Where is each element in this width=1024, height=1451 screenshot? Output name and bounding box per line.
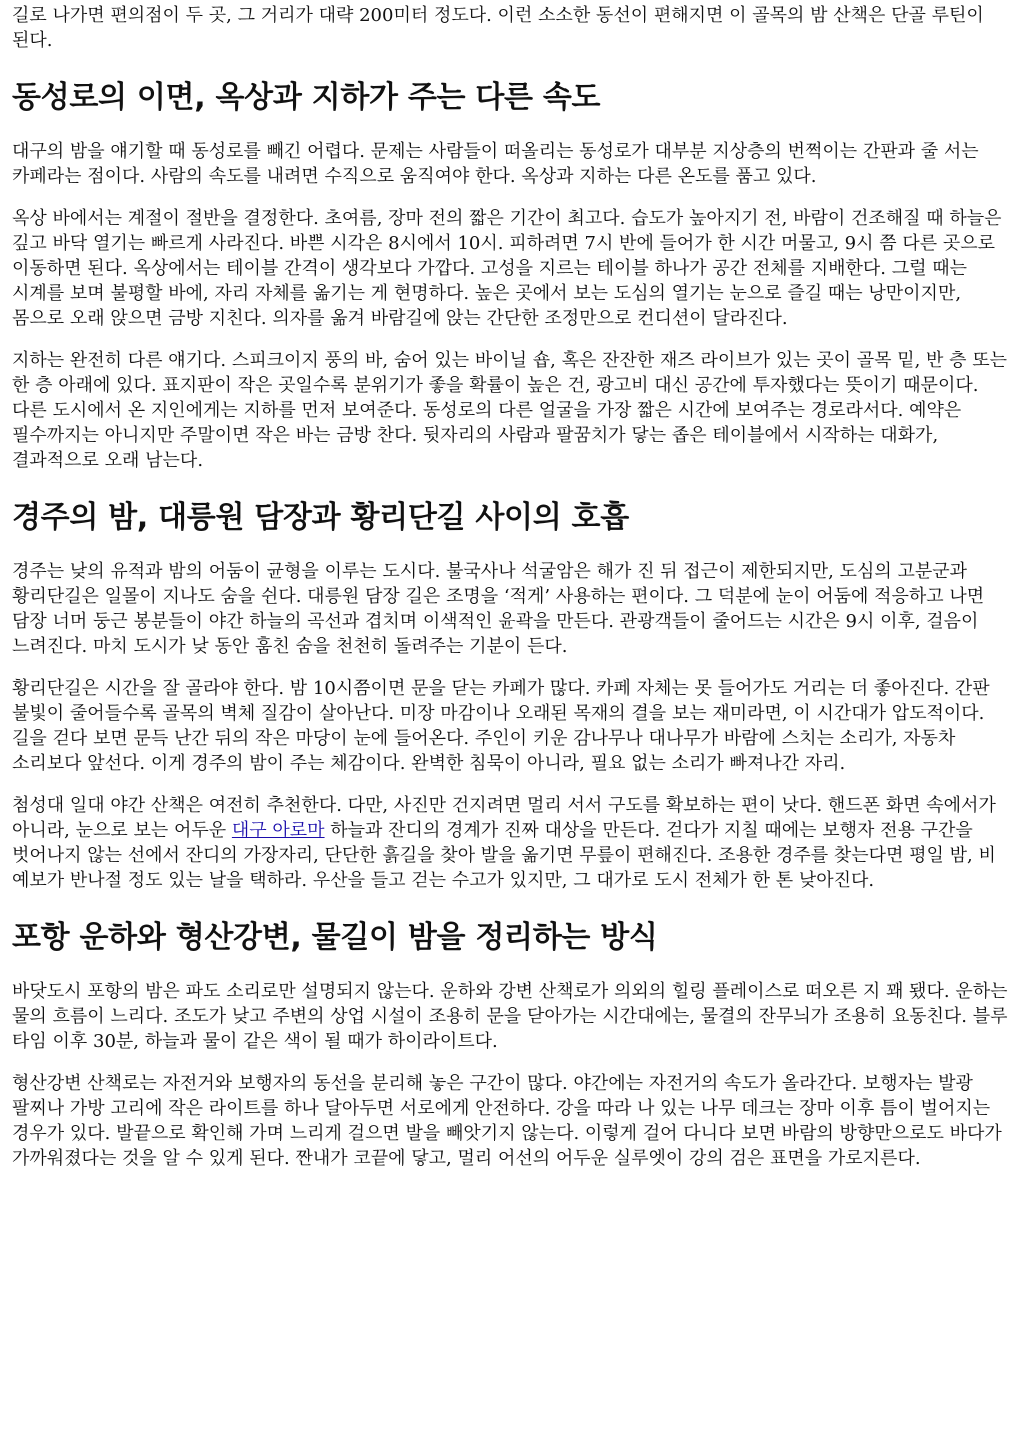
section-heading-dongseongro: 동성로의 이면, 옥상과 지하가 주는 다른 속도	[12, 80, 601, 115]
daegu-aroma-link[interactable]: 대구 아로마	[231, 820, 325, 841]
article-body	[0, 3, 1024, 1171]
paragraph-dongseongro-3: 지하는 완전히 다른 얘기다. 스피크이지 풍의 바, 숨어 있는 바이닐 숍, 혹은 잔잔한 재즈 라이브가 있는 곳이 골목 밑, 반 층 또는 한 층 아래에 있다. 표지판이 작은 곳일수록 분위기가 좋을 확률이 높은 건, 광고비 대신 공간에 투자했다는 뜻이기 때문이다. 다른 도시에서 온 지인에게는 지하를 먼저 보여준다. 동성로의 다른 얼굴을 가장 짧은 시간에 보여주는 경로라서다. 예약은 필수까지는 아니지만 주말이면 작은 바는 금방 찬다. 뒷자리의 사람과 팔꿈치가 닿는 좁은 테이블에서 시작하는 대화가, 결과적으로 오래 남는다.	[12, 350, 1008, 471]
paragraph-gyeongju-3	[12, 793, 1012, 893]
paragraph-gyeongju-3-text-before: 첨성대 일대 야간 산책은 여전히 추천한다. 다만, 사진만 건지려면 멀리 서서 구도를 확보하는 편이 낫다. 핸드폰 화면 속에서가 아니라, 눈으로 보는 어두운	[12, 795, 996, 841]
paragraph-pohang-2: 형산강변 산책로는 자전거와 보행자의 동선을 분리해 놓은 구간이 많다. 야간에는 자전거의 속도가 올라간다. 보행자는 발광 팔찌나 가방 고리에 작은 라이트를 하나 달아두면 서로에게 안전하다. 강을 따라 나 있는 나무 데크는 장마 이후 틈이 벌어지는 경우가 있다. 발끝으로 확인해 가며 느리게 걸으면 발을 빼앗기지 않는다. 이렇게 걸어 다니다 보면 바람의 방향만으로도 바다가 가까워졌다는 것을 알 수 있게 된다. 짠내가 코끝에 닿고, 멀리 어선의 어두운 실루엣이 강의 검은 표면을 가로지른다.	[12, 1073, 1002, 1169]
paragraph-gyeongju-2: 황리단길은 시간을 잘 골라야 한다. 밤 10시쯤이면 문을 닫는 카페가 많다. 카페 자체는 못 들어가도 거리는 더 좋아진다. 간판 불빛이 줄어들수록 골목의 벽체 질감이 살아난다. 미장 마감이나 오래된 목재의 결을 보는 재미라면, 이 시간대가 압도적이다. 길을 걷다 보면 문득 난간 뒤의 작은 마당이 눈에 들어온다. 주인이 키운 감나무나 대나무가 바람에 스치는 소리가, 자동차 소리보다 앞선다. 이게 경주의 밤이 주는 체감이다. 완벽한 침묵이 아니라, 필요 없는 소리가 빠져나간 자리.	[12, 678, 990, 774]
paragraph-gyeongju-1: 경주는 낮의 유적과 밤의 어둠이 균형을 이루는 도시다. 불국사나 석굴암은 해가 진 뒤 접근이 제한되지만, 도심의 고분군과 황리단길은 일몰이 지나도 숨을 쉰다. 대릉원 담장 길은 조명을 ‘적게’ 사용하는 편이다. 그 덕분에 눈이 어둠에 적응하고 나면 담장 너머 둥근 봉분들이 야간 하늘의 곡선과 겹치며 이색적인 윤곽을 만든다. 관광객들이 줄어드는 시간은 9시 이후, 걸음이 느려진다. 마치 도시가 낮 동안 훔친 숨을 천천히 돌려주는 기분이 든다.	[12, 561, 985, 657]
section-heading-pohang: 포항 운하와 형산강변, 물길이 밤을 정리하는 방식	[12, 920, 658, 955]
intro-paragraph: 길로 나가면 편의점이 두 곳, 그 거리가 대략 200미터 정도다. 이런 소소한 동선이 편해지면 이 골목의 밤 산책은 단골 루틴이 된다.	[12, 5, 984, 51]
paragraph-dongseongro-1: 대구의 밤을 얘기할 때 동성로를 빼긴 어렵다. 문제는 사람들이 떠올리는 동성로가 대부분 지상층의 번쩍이는 간판과 줄 서는 카페라는 점이다. 사람의 속도를 내려면 수직으로 움직여야 한다. 옥상과 지하는 다른 온도를 품고 있다.	[12, 141, 979, 187]
paragraph-gyeongju-3-text-after: 하늘과 잔디의 경계가 진짜 대상을 만든다. 걷다가 지칠 때에는 보행자 전용 구간을 벗어나지 않는 선에서 잔디의 가장자리, 단단한 흙길을 찾아 발을 옮기면 무릎이 편해진다. 조용한 경주를 찾는다면 평일 밤, 비 예보가 반나절 정도 있는 날을 택하라. 우산을 들고 걷는 수고가 있지만, 그 대가로 도시 전체가 한 톤 낮아진다.	[12, 820, 996, 891]
paragraph-dongseongro-2: 옥상 바에서는 계절이 절반을 결정한다. 초여름, 장마 전의 짧은 기간이 최고다. 습도가 높아지기 전, 바람이 건조해질 때 하늘은 깊고 바닥 열기는 빠르게 사라진다. 바쁜 시각은 8시에서 10시. 피하려면 7시 반에 들어가 한 시간 머물고, 9시 쯤 다른 곳으로 이동하면 된다. 옥상에서는 테이블 간격이 생각보다 가깝다. 고성을 지르는 테이블 하나가 공간 전체를 지배한다. 그럴 때는 시계를 보며 불평할 바에, 자리 자체를 옮기는 게 현명하다. 높은 곳에서 보는 도심의 열기는 눈으로 즐길 때는 낭만이지만, 몸으로 오래 앉으면 금방 지친다. 의자를 옮겨 바람길에 앉는 간단한 조정만으로 컨디션이 달라진다.	[12, 208, 1002, 329]
paragraph-pohang-1: 바닷도시 포항의 밤은 파도 소리로만 설명되지 않는다. 운하와 강변 산책로가 의외의 힐링 플레이스로 떠오른 지 꽤 됐다. 운하는 물의 흐름이 느리다. 조도가 낮고 주변의 상업 시설이 조용히 문을 닫아가는 시간대에는, 물결의 잔무늬가 조용히 요동친다. 블루 타임 이후 30분, 하늘과 물이 같은 색이 될 때가 하이라이트다.	[12, 981, 1008, 1052]
section-heading-gyeongju: 경주의 밤, 대릉원 담장과 황리단길 사이의 호흡	[12, 500, 629, 535]
